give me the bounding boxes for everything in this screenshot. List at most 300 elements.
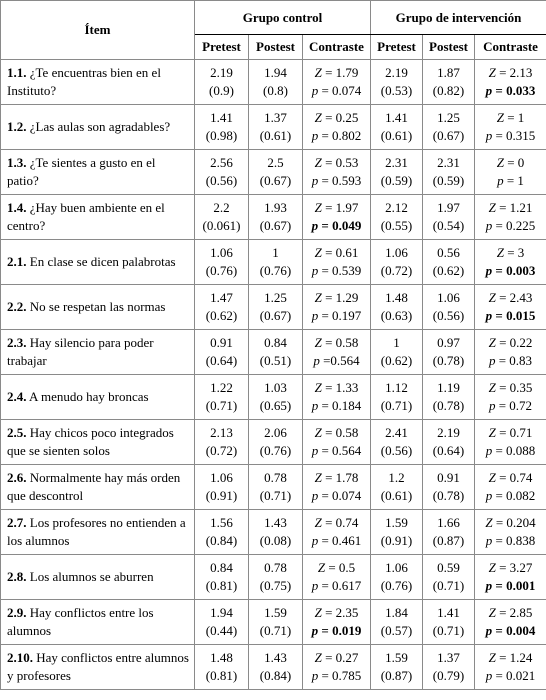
intervention-postest-mean: 2.19 [437, 425, 460, 440]
control-contraste-z: Z = 0.5 [317, 560, 356, 575]
intervention-postest [423, 600, 475, 645]
control-postest-sd: (0.76) [259, 263, 292, 278]
intervention-postest-sd: (0.59) [432, 173, 465, 188]
intervention-contraste-p: p = 0.004 [485, 623, 536, 638]
control-pretest-mean: 1.94 [210, 605, 233, 620]
intervention-contraste-z: Z = 1.21 [488, 200, 533, 215]
z-value: 3 [517, 245, 525, 260]
intervention-contraste [475, 330, 546, 375]
control-pretest [195, 465, 249, 510]
intervention-postest [423, 645, 475, 690]
item-number: 2.7. [7, 515, 27, 530]
control-postest [249, 150, 303, 195]
z-value: 2.85 [509, 605, 533, 620]
control-pretest [195, 285, 249, 330]
z-value: 0.58 [335, 335, 359, 350]
intervention-postest-sd: (0.54) [432, 218, 465, 233]
p-value: 0.003 [506, 263, 536, 278]
item-cell [1, 60, 195, 105]
control-contraste-z: Z = 0.53 [314, 155, 359, 170]
item-cell [1, 105, 195, 150]
group-control-header: Grupo control [195, 1, 371, 35]
item-cell [1, 330, 195, 375]
control-pretest [195, 60, 249, 105]
intervention-postest [423, 240, 475, 285]
control-pretest-sd: (0.72) [205, 443, 238, 458]
intervention-postest-sd: (0.78) [432, 353, 465, 368]
intervention-postest [423, 150, 475, 195]
z-value: 1.78 [335, 470, 359, 485]
intervention-postest-mean: 1.25 [437, 110, 460, 125]
intervention-contraste-z: Z = 1.24 [488, 650, 533, 665]
control-contraste-p: p = 0.197 [311, 308, 362, 323]
intervention-postest-sd: (0.78) [432, 398, 465, 413]
intervention-pretest [371, 555, 423, 600]
intervention-postest-sd: (0.71) [432, 623, 465, 638]
intervention-contraste [475, 555, 546, 600]
intervention-postest-header: Postest [423, 35, 475, 60]
control-postest-mean: 1.93 [264, 200, 287, 215]
intervention-pretest-mean: 1.12 [385, 380, 408, 395]
intervention-contraste-p: p = 0.003 [485, 263, 536, 278]
intervention-postest [423, 510, 475, 555]
control-contraste-header: Contraste [303, 35, 371, 60]
p-value: 0.033 [506, 83, 536, 98]
intervention-contraste [475, 465, 546, 510]
control-postest-sd: (0.61) [259, 128, 292, 143]
p-value: 0.004 [506, 623, 536, 638]
intervention-pretest-sd: (0.62) [380, 353, 413, 368]
intervention-postest-sd: (0.62) [432, 263, 465, 278]
intervention-pretest-sd: (0.61) [380, 128, 413, 143]
table-row [1, 555, 546, 600]
control-contraste-p: p = 0.184 [311, 398, 362, 413]
control-contraste-z: Z = 1.33 [314, 380, 359, 395]
intervention-pretest [371, 105, 423, 150]
control-postest [249, 240, 303, 285]
p-value: 0.074 [332, 488, 362, 503]
control-pretest [195, 420, 249, 465]
item-number: 1.3. [7, 155, 27, 170]
intervention-contraste-header: Contraste [475, 35, 546, 60]
z-value: 2.35 [335, 605, 359, 620]
intervention-pretest-sd: (0.72) [380, 263, 413, 278]
control-postest-sd: (0.65) [259, 398, 292, 413]
intervention-pretest [371, 195, 423, 240]
control-postest [249, 510, 303, 555]
control-pretest [195, 330, 249, 375]
control-contraste-p: p = 0.785 [311, 668, 362, 683]
control-postest-sd: (0.71) [259, 488, 292, 503]
intervention-contraste-z: Z = 2.43 [488, 290, 533, 305]
table-row [1, 285, 546, 330]
intervention-contraste-z: Z = 0.204 [485, 515, 536, 530]
p-value: 0.802 [332, 128, 362, 143]
z-value: 0.22 [509, 335, 533, 350]
control-postest [249, 645, 303, 690]
control-pretest-mean: 2.56 [210, 155, 233, 170]
intervention-contraste-z: Z = 3 [496, 245, 525, 260]
intervention-contraste-p: p = 1 [497, 173, 524, 188]
control-postest-mean: 2.5 [267, 155, 284, 170]
control-contraste-z: Z = 2.35 [314, 605, 359, 620]
control-pretest-sd: (0.76) [205, 263, 238, 278]
control-contraste-z: Z = 0.58 [314, 425, 359, 440]
item-cell [1, 510, 195, 555]
control-postest-mean: 1.03 [264, 380, 287, 395]
intervention-postest-mean: 1.19 [437, 380, 460, 395]
item-number: 1.1. [7, 65, 27, 80]
item-number: 2.1. [7, 254, 27, 269]
control-contraste-z: Z = 0.74 [314, 515, 359, 530]
control-pretest-mean: 1.06 [210, 245, 233, 260]
intervention-contraste-p: p = 0.72 [488, 398, 533, 413]
intervention-postest-mean: 1.41 [437, 605, 460, 620]
control-contraste [303, 330, 371, 375]
control-postest-sd: (0.71) [259, 623, 292, 638]
item-text: ¿Te encuentras bien en el Instituto? [7, 65, 161, 98]
item-text: Los profesores no entienden a los alumnos [7, 515, 186, 548]
p-value: 0.074 [332, 83, 362, 98]
intervention-pretest-mean: 1.48 [385, 290, 408, 305]
control-pretest-sd: (0.84) [205, 533, 238, 548]
control-contraste-p: p = 0.461 [311, 533, 362, 548]
intervention-postest-mean: 1.37 [437, 650, 460, 665]
control-contraste [303, 600, 371, 645]
intervention-postest-sd: (0.78) [432, 488, 465, 503]
intervention-pretest-mean: 1.59 [385, 515, 408, 530]
control-contraste [303, 645, 371, 690]
control-postest-mean: 0.78 [264, 560, 287, 575]
z-value: 1.79 [335, 65, 359, 80]
intervention-contraste [475, 645, 546, 690]
control-postest-sd: (0.08) [259, 533, 292, 548]
intervention-pretest-sd: (0.71) [380, 398, 413, 413]
intervention-postest-sd: (0.67) [432, 128, 465, 143]
item-text: Normalmente hay más orden que descontrol [7, 470, 181, 503]
control-pretest [195, 240, 249, 285]
intervention-pretest [371, 330, 423, 375]
p-value: 0.564 [330, 353, 360, 368]
intervention-pretest-mean: 2.41 [385, 425, 408, 440]
control-contraste-z: Z = 1.97 [314, 200, 359, 215]
intervention-pretest-sd: (0.91) [380, 533, 413, 548]
control-pretest-sd: (0.9) [209, 83, 234, 98]
item-text: Hay chicos poco integrados que se sienten solos [7, 425, 174, 458]
control-postest-sd: (0.67) [259, 173, 292, 188]
intervention-contraste-p: p = 0.838 [485, 533, 536, 548]
intervention-postest [423, 285, 475, 330]
z-value: 0.71 [509, 425, 533, 440]
p-value: 0.72 [509, 398, 533, 413]
control-pretest-sd: (0.061) [202, 218, 241, 233]
z-value: 1 [517, 110, 525, 125]
intervention-pretest-mean: 1.06 [385, 245, 408, 260]
intervention-contraste-z: Z = 0.71 [488, 425, 533, 440]
p-value: 0.082 [506, 488, 536, 503]
item-cell [1, 645, 195, 690]
p-value: 0.785 [332, 668, 362, 683]
intervention-contraste-z: Z = 0.74 [488, 470, 533, 485]
intervention-contraste-p: p = 0.001 [485, 578, 536, 593]
intervention-postest-mean: 0.97 [437, 335, 460, 350]
control-postest-header: Postest [249, 35, 303, 60]
control-pretest-mean: 1.47 [210, 290, 233, 305]
item-number: 2.4. [7, 389, 27, 404]
control-pretest-sd: (0.91) [205, 488, 238, 503]
item-number: 2.6. [7, 470, 27, 485]
intervention-pretest [371, 510, 423, 555]
intervention-contraste-z: Z = 2.13 [488, 65, 533, 80]
control-postest-mean: 1.94 [264, 65, 287, 80]
p-value: 0.838 [506, 533, 536, 548]
intervention-contraste [475, 510, 546, 555]
group-intervention-header: Grupo de intervención [371, 1, 546, 35]
item-text: A menudo hay broncas [29, 389, 149, 404]
intervention-pretest-sd: (0.57) [380, 623, 413, 638]
control-contraste-p: p = 0.802 [311, 128, 362, 143]
intervention-pretest [371, 465, 423, 510]
control-postest [249, 330, 303, 375]
control-pretest [195, 375, 249, 420]
item-cell [1, 420, 195, 465]
control-contraste-p: p = 0.617 [311, 578, 362, 593]
intervention-pretest [371, 60, 423, 105]
item-text: ¿Hay buen ambiente en el centro? [7, 200, 165, 233]
table-row [1, 465, 546, 510]
control-postest [249, 60, 303, 105]
intervention-contraste-p: p = 0.315 [485, 128, 536, 143]
intervention-pretest [371, 375, 423, 420]
table-body [1, 60, 546, 690]
table-row [1, 240, 546, 285]
intervention-postest-mean: 0.56 [437, 245, 460, 260]
item-cell [1, 150, 195, 195]
table-row [1, 150, 546, 195]
item-number: 1.2. [7, 119, 27, 134]
control-contraste [303, 240, 371, 285]
intervention-contraste-z: Z = 1 [496, 110, 525, 125]
p-value: 0.021 [506, 668, 536, 683]
intervention-postest [423, 465, 475, 510]
control-pretest-mean: 0.84 [210, 560, 233, 575]
control-pretest-mean: 1.48 [210, 650, 233, 665]
control-contraste-z: Z = 0.61 [314, 245, 359, 260]
intervention-pretest-mean: 2.19 [385, 65, 408, 80]
control-contraste-p: p = 0.074 [311, 488, 362, 503]
z-value: 0.27 [335, 650, 359, 665]
z-value: 1.29 [335, 290, 359, 305]
p-value: 0.225 [506, 218, 536, 233]
z-value: 1.24 [509, 650, 533, 665]
item-number: 2.8. [7, 569, 27, 584]
z-value: 0 [517, 155, 525, 170]
intervention-contraste-z: Z = 2.85 [488, 605, 533, 620]
control-contraste-p: p =0.564 [313, 353, 360, 368]
p-value: 0.088 [506, 443, 536, 458]
control-pretest-header: Pretest [195, 35, 249, 60]
control-contraste [303, 285, 371, 330]
item-number: 2.9. [7, 605, 27, 620]
control-postest-mean: 1.59 [264, 605, 287, 620]
z-value: 0.25 [335, 110, 359, 125]
p-value: 0.184 [332, 398, 362, 413]
control-pretest [195, 105, 249, 150]
z-value: 1.97 [335, 200, 359, 215]
intervention-pretest-mean: 2.31 [385, 155, 408, 170]
intervention-pretest-mean: 1.84 [385, 605, 408, 620]
control-contraste [303, 465, 371, 510]
control-contraste [303, 375, 371, 420]
z-value: 0.204 [506, 515, 536, 530]
control-postest-mean: 0.84 [264, 335, 287, 350]
intervention-postest-sd: (0.64) [432, 443, 465, 458]
item-cell [1, 195, 195, 240]
control-contraste-p: p = 0.564 [311, 443, 362, 458]
control-contraste-z: Z = 1.29 [314, 290, 359, 305]
p-value: 0.001 [506, 578, 536, 593]
table-row [1, 105, 546, 150]
p-value: 0.015 [506, 308, 536, 323]
intervention-pretest-mean: 1 [393, 335, 400, 350]
control-contraste [303, 195, 371, 240]
p-value: 0.564 [332, 443, 362, 458]
control-postest-sd: (0.51) [259, 353, 292, 368]
intervention-contraste-p: p = 0.088 [485, 443, 536, 458]
p-value: 0.315 [506, 128, 536, 143]
item-number: 2.5. [7, 425, 27, 440]
item-text: Hay conflictos entre los alumnos [7, 605, 154, 638]
control-contraste-p: p = 0.074 [311, 83, 362, 98]
z-value: 0.58 [335, 425, 359, 440]
control-contraste-z: Z = 1.79 [314, 65, 359, 80]
intervention-postest-sd: (0.79) [432, 668, 465, 683]
control-pretest-sd: (0.44) [205, 623, 238, 638]
intervention-postest [423, 60, 475, 105]
control-pretest-sd: (0.71) [205, 398, 238, 413]
control-postest-mean: 0.78 [264, 470, 287, 485]
z-value: 1.33 [335, 380, 359, 395]
control-postest [249, 285, 303, 330]
p-value: 0.617 [332, 578, 362, 593]
z-value: 1.21 [509, 200, 533, 215]
control-postest [249, 555, 303, 600]
item-text: ¿Te sientes a gusto en el patio? [7, 155, 156, 188]
control-contraste [303, 555, 371, 600]
intervention-contraste [475, 105, 546, 150]
intervention-postest [423, 330, 475, 375]
z-value: 3.27 [509, 560, 533, 575]
control-postest-mean: 1.43 [264, 650, 287, 665]
control-pretest [195, 150, 249, 195]
table-row [1, 375, 546, 420]
intervention-pretest-sd: (0.55) [380, 218, 413, 233]
control-contraste [303, 420, 371, 465]
intervention-postest-sd: (0.87) [432, 533, 465, 548]
control-pretest-sd: (0.62) [205, 308, 238, 323]
intervention-postest-mean: 1.66 [437, 515, 460, 530]
p-value: 0.593 [332, 173, 362, 188]
p-value: 0.83 [509, 353, 533, 368]
z-value: 0.61 [335, 245, 359, 260]
intervention-pretest-mean: 2.12 [385, 200, 408, 215]
intervention-postest-mean: 1.06 [437, 290, 460, 305]
table-row [1, 420, 546, 465]
control-postest-sd: (0.8) [263, 83, 288, 98]
intervention-contraste-p: p = 0.225 [485, 218, 536, 233]
control-pretest-sd: (0.81) [205, 578, 238, 593]
control-contraste [303, 105, 371, 150]
z-value: 0.53 [335, 155, 359, 170]
table-row [1, 600, 546, 645]
intervention-postest-mean: 0.91 [437, 470, 460, 485]
item-text: Hay silencio para poder trabajar [7, 335, 154, 368]
intervention-contraste-z: Z = 0.35 [488, 380, 533, 395]
z-value: 2.13 [509, 65, 533, 80]
intervention-postest-sd: (0.56) [432, 308, 465, 323]
intervention-pretest [371, 150, 423, 195]
control-contraste-p: p = 0.049 [311, 218, 362, 233]
intervention-contraste [475, 60, 546, 105]
item-number: 2.3. [7, 335, 27, 350]
control-pretest-mean: 2.2 [213, 200, 230, 215]
intervention-postest [423, 195, 475, 240]
item-cell [1, 375, 195, 420]
control-contraste [303, 510, 371, 555]
intervention-contraste-p: p = 0.015 [485, 308, 536, 323]
intervention-contraste [475, 600, 546, 645]
intervention-contraste-z: Z = 0.22 [488, 335, 533, 350]
intervention-postest-mean: 2.31 [437, 155, 460, 170]
p-value: 0.461 [332, 533, 362, 548]
control-pretest-sd: (0.64) [205, 353, 238, 368]
item-cell [1, 240, 195, 285]
z-value: 2.43 [509, 290, 533, 305]
table-row [1, 510, 546, 555]
control-postest-mean: 1 [272, 245, 279, 260]
intervention-contraste [475, 420, 546, 465]
control-pretest-sd: (0.81) [205, 668, 238, 683]
intervention-contraste-p: p = 0.082 [485, 488, 536, 503]
control-pretest [195, 600, 249, 645]
control-postest [249, 420, 303, 465]
intervention-contraste-p: p = 0.021 [485, 668, 536, 683]
item-cell [1, 465, 195, 510]
control-postest-sd: (0.76) [259, 443, 292, 458]
p-value: 0.049 [332, 218, 362, 233]
intervention-contraste [475, 240, 546, 285]
item-header: Ítem [1, 1, 195, 60]
intervention-pretest-sd: (0.53) [380, 83, 413, 98]
item-text: Los alumnos se aburren [29, 569, 154, 584]
item-text: No se respetan las normas [29, 299, 166, 314]
item-text: ¿Las aulas son agradables? [29, 119, 171, 134]
control-pretest [195, 195, 249, 240]
control-pretest-sd: (0.56) [205, 173, 238, 188]
control-postest-sd: (0.84) [259, 668, 292, 683]
intervention-pretest-sd: (0.76) [380, 578, 413, 593]
control-contraste [303, 60, 371, 105]
control-contraste-z: Z = 0.58 [314, 335, 359, 350]
z-value: 0.5 [338, 560, 356, 575]
intervention-postest-sd: (0.71) [432, 578, 465, 593]
table-row [1, 60, 546, 105]
control-contraste-p: p = 0.019 [311, 623, 362, 638]
intervention-pretest [371, 240, 423, 285]
control-pretest [195, 510, 249, 555]
intervention-contraste-p: p = 0.033 [485, 83, 536, 98]
table-row [1, 330, 546, 375]
